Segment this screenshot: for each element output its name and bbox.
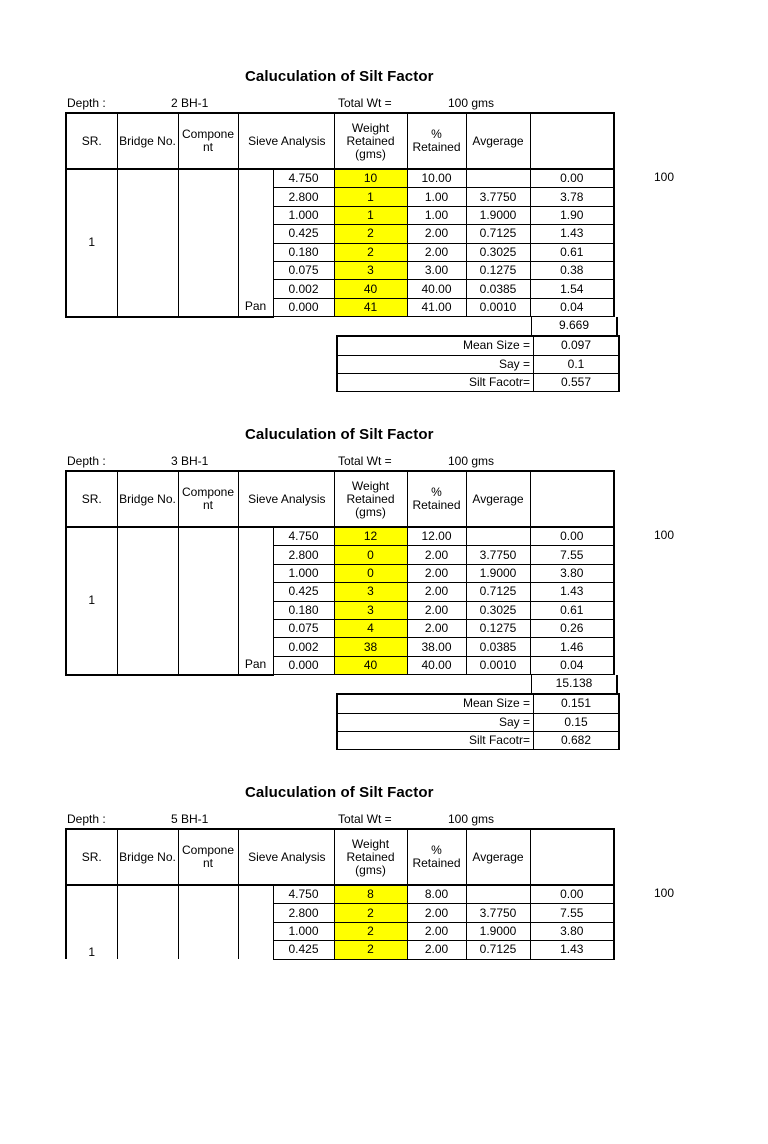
header-sr: SR. (66, 829, 117, 885)
header-sr: SR. (66, 113, 117, 169)
section-title: Caluculation of Silt Factor (245, 426, 434, 443)
sum-value: 9.669 (532, 317, 618, 335)
final-cell: 1.43 (530, 583, 614, 601)
final-cell: 7.55 (530, 546, 614, 564)
percent-cell: 1.00 (407, 206, 466, 224)
sieve-cell: 0.075 (273, 619, 334, 637)
depth-row (0, 96, 768, 112)
table-row (337, 373, 619, 391)
weight-cell: 3 (334, 601, 407, 619)
percent-cell: 3.00 (407, 261, 466, 279)
weight-cell: 38 (334, 638, 407, 656)
silt-factor-section (0, 68, 768, 428)
depth-value: 5 BH-1 (171, 812, 209, 826)
sieve-cell: 4.750 (273, 885, 334, 904)
average-cell: 0.0385 (466, 280, 530, 298)
side-total-value: 100 (654, 886, 675, 900)
sieve-analysis-table (65, 112, 615, 318)
total-weight-label: Total Wt = (338, 96, 392, 110)
table-header-row (66, 113, 614, 169)
table-row (337, 694, 619, 713)
component-cell (178, 885, 238, 959)
final-cell: 0.61 (530, 601, 614, 619)
sieve-cell: 1.000 (273, 206, 334, 224)
percent-cell: 10.00 (407, 169, 466, 188)
percent-cell: 41.00 (407, 298, 466, 316)
bridge-no-cell (117, 885, 178, 959)
depth-value: 3 BH-1 (171, 454, 209, 468)
final-cell: 1.43 (530, 225, 614, 243)
table-row (532, 317, 618, 335)
final-cell: 0.38 (530, 261, 614, 279)
pan-cell (238, 225, 273, 243)
weight-cell: 41 (334, 298, 407, 316)
table-row (337, 731, 619, 749)
pan-cell (238, 583, 273, 601)
header-sieve-analysis: Sieve Analysis (238, 471, 334, 527)
sieve-cell: 0.002 (273, 638, 334, 656)
say-label: Say = (337, 355, 534, 373)
say-value: 0.1 (534, 355, 620, 373)
total-weight-value: 100 gms (448, 454, 495, 468)
weight-cell: 3 (334, 261, 407, 279)
percent-cell: 38.00 (407, 638, 466, 656)
final-cell: 0.04 (530, 656, 614, 674)
pan-cell (238, 601, 273, 619)
table-row (337, 355, 619, 373)
header-component: Compone nt (178, 829, 238, 885)
final-cell: 1.43 (530, 941, 614, 959)
sieve-cell: 0.425 (273, 225, 334, 243)
header-average: Avgerage (466, 471, 530, 527)
average-cell: 0.1275 (466, 619, 530, 637)
depth-row (0, 454, 768, 470)
sieve-cell: 0.002 (273, 280, 334, 298)
average-cell: 0.7125 (466, 583, 530, 601)
final-cell: 1.54 (530, 280, 614, 298)
pan-cell (238, 527, 273, 546)
sieve-cell: 2.800 (273, 546, 334, 564)
final-cell: 0.04 (530, 298, 614, 316)
component-cell (178, 527, 238, 675)
average-cell: 1.9000 (466, 922, 530, 940)
mean-size-label: Mean Size = (337, 336, 534, 355)
pan-cell (238, 885, 273, 904)
percent-cell: 2.00 (407, 619, 466, 637)
final-cell: 1.46 (530, 638, 614, 656)
table-row (532, 675, 618, 693)
header-percent-retained: % Retained (407, 829, 466, 885)
sieve-cell: 2.800 (273, 904, 334, 922)
final-cell: 0.26 (530, 619, 614, 637)
average-cell (466, 169, 530, 188)
percent-cell: 2.00 (407, 243, 466, 261)
table-row (337, 713, 619, 731)
depth-label: Depth : (67, 812, 106, 826)
say-value: 0.15 (534, 713, 620, 731)
pan-cell (238, 941, 273, 959)
table-header-row (66, 829, 614, 885)
header-average: Avgerage (466, 829, 530, 885)
percent-cell: 2.00 (407, 546, 466, 564)
sieve-cell: 1.000 (273, 564, 334, 582)
header-weight-retained: Weight Retained (gms) (334, 113, 407, 169)
sieve-cell: 0.000 (273, 656, 334, 674)
pan-cell (238, 169, 273, 188)
depth-value: 2 BH-1 (171, 96, 209, 110)
sieve-cell: 4.750 (273, 169, 334, 188)
mean-size-value: 0.151 (534, 694, 620, 713)
percent-cell: 2.00 (407, 564, 466, 582)
sieve-cell: 1.000 (273, 922, 334, 940)
percent-cell: 8.00 (407, 885, 466, 904)
average-cell (466, 885, 530, 904)
final-cell: 0.00 (530, 885, 614, 904)
weight-cell: 0 (334, 546, 407, 564)
side-total-value: 100 (654, 170, 675, 184)
average-cell: 1.9000 (466, 206, 530, 224)
pan-cell (238, 904, 273, 922)
depth-label: Depth : (67, 96, 106, 110)
pan-cell (238, 206, 273, 224)
sieve-cell: 0.075 (273, 261, 334, 279)
weight-cell: 2 (334, 941, 407, 959)
silt-factor-value: 0.557 (534, 373, 620, 391)
final-cell: 0.00 (530, 527, 614, 546)
depth-label: Depth : (67, 454, 106, 468)
average-cell: 0.7125 (466, 941, 530, 959)
silt-factor-section (0, 426, 768, 786)
sieve-cell: 0.425 (273, 941, 334, 959)
percent-cell: 1.00 (407, 188, 466, 206)
average-cell: 0.7125 (466, 225, 530, 243)
weight-cell: 4 (334, 619, 407, 637)
total-weight-label: Total Wt = (338, 454, 392, 468)
bridge-no-cell (117, 169, 178, 317)
sr-cell: 1 (66, 169, 117, 317)
total-weight-value: 100 gms (448, 96, 495, 110)
bridge-no-cell (117, 527, 178, 675)
pan-cell: Pan (238, 298, 273, 316)
percent-cell: 2.00 (407, 583, 466, 601)
sieve-analysis-table (65, 470, 615, 676)
depth-row (0, 812, 768, 828)
mean-size-label: Mean Size = (337, 694, 534, 713)
sieve-analysis-table (65, 828, 615, 960)
sieve-cell: 0.425 (273, 583, 334, 601)
final-cell: 0.00 (530, 169, 614, 188)
weight-cell: 8 (334, 885, 407, 904)
section-title: Caluculation of Silt Factor (245, 68, 434, 85)
summary-table (336, 335, 620, 392)
header-component: Compone nt (178, 113, 238, 169)
sum-table (531, 675, 618, 693)
percent-cell: 2.00 (407, 941, 466, 959)
side-total-value: 100 (654, 528, 675, 542)
table-header-row (66, 471, 614, 527)
weight-cell: 2 (334, 922, 407, 940)
pan-cell (238, 280, 273, 298)
pan-cell (238, 619, 273, 637)
sr-cell: 1 (66, 885, 117, 959)
weight-cell: 3 (334, 583, 407, 601)
pan-cell: Pan (238, 656, 273, 674)
summary-table (336, 693, 620, 750)
sieve-cell: 4.750 (273, 527, 334, 546)
percent-cell: 2.00 (407, 601, 466, 619)
average-cell: 3.7750 (466, 188, 530, 206)
silt-factor-section (0, 784, 768, 1144)
final-cell: 3.80 (530, 922, 614, 940)
header-average: Avgerage (466, 113, 530, 169)
sr-cell: 1 (66, 527, 117, 675)
percent-cell: 40.00 (407, 656, 466, 674)
header-final (530, 113, 614, 169)
pan-cell (238, 261, 273, 279)
header-sieve-analysis: Sieve Analysis (238, 829, 334, 885)
header-bridge-no: Bridge No. (117, 829, 178, 885)
final-cell: 3.80 (530, 564, 614, 582)
percent-cell: 2.00 (407, 225, 466, 243)
header-percent-retained: % Retained (407, 113, 466, 169)
sieve-cell: 2.800 (273, 188, 334, 206)
sieve-cell: 0.000 (273, 298, 334, 316)
total-weight-value: 100 gms (448, 812, 495, 826)
component-cell (178, 169, 238, 317)
header-final (530, 829, 614, 885)
weight-cell: 2 (334, 243, 407, 261)
pan-cell (238, 638, 273, 656)
final-cell: 0.61 (530, 243, 614, 261)
final-cell: 3.78 (530, 188, 614, 206)
weight-cell: 40 (334, 656, 407, 674)
header-bridge-no: Bridge No. (117, 471, 178, 527)
weight-cell: 1 (334, 188, 407, 206)
header-sieve-analysis: Sieve Analysis (238, 113, 334, 169)
weight-cell: 0 (334, 564, 407, 582)
table-row (66, 885, 614, 904)
sum-value: 15.138 (532, 675, 618, 693)
average-cell: 0.0010 (466, 656, 530, 674)
table-row (66, 169, 614, 188)
percent-cell: 2.00 (407, 904, 466, 922)
weight-cell: 40 (334, 280, 407, 298)
weight-cell: 2 (334, 904, 407, 922)
weight-cell: 2 (334, 225, 407, 243)
section-title: Caluculation of Silt Factor (245, 784, 434, 801)
average-cell: 0.1275 (466, 261, 530, 279)
average-cell: 0.3025 (466, 601, 530, 619)
header-final (530, 471, 614, 527)
pan-cell (238, 564, 273, 582)
header-bridge-no: Bridge No. (117, 113, 178, 169)
pan-cell (238, 243, 273, 261)
sieve-cell: 0.180 (273, 243, 334, 261)
average-cell: 3.7750 (466, 904, 530, 922)
weight-cell: 1 (334, 206, 407, 224)
table-row (66, 527, 614, 546)
final-cell: 7.55 (530, 904, 614, 922)
header-sr: SR. (66, 471, 117, 527)
header-weight-retained: Weight Retained (gms) (334, 829, 407, 885)
average-cell (466, 527, 530, 546)
mean-size-value: 0.097 (534, 336, 620, 355)
header-weight-retained: Weight Retained (gms) (334, 471, 407, 527)
percent-cell: 40.00 (407, 280, 466, 298)
weight-cell: 12 (334, 527, 407, 546)
percent-cell: 12.00 (407, 527, 466, 546)
weight-cell: 10 (334, 169, 407, 188)
sieve-cell: 0.180 (273, 601, 334, 619)
average-cell: 0.0010 (466, 298, 530, 316)
silt-factor-label: Silt Facotr= (337, 731, 534, 749)
say-label: Say = (337, 713, 534, 731)
pan-cell (238, 546, 273, 564)
percent-cell: 2.00 (407, 922, 466, 940)
silt-factor-value: 0.682 (534, 731, 620, 749)
average-cell: 0.3025 (466, 243, 530, 261)
average-cell: 0.0385 (466, 638, 530, 656)
pan-cell (238, 922, 273, 940)
sum-table (531, 317, 618, 335)
pan-cell (238, 188, 273, 206)
average-cell: 3.7750 (466, 546, 530, 564)
final-cell: 1.90 (530, 206, 614, 224)
silt-factor-label: Silt Facotr= (337, 373, 534, 391)
total-weight-label: Total Wt = (338, 812, 392, 826)
header-percent-retained: % Retained (407, 471, 466, 527)
table-row (337, 336, 619, 355)
header-component: Compone nt (178, 471, 238, 527)
average-cell: 1.9000 (466, 564, 530, 582)
